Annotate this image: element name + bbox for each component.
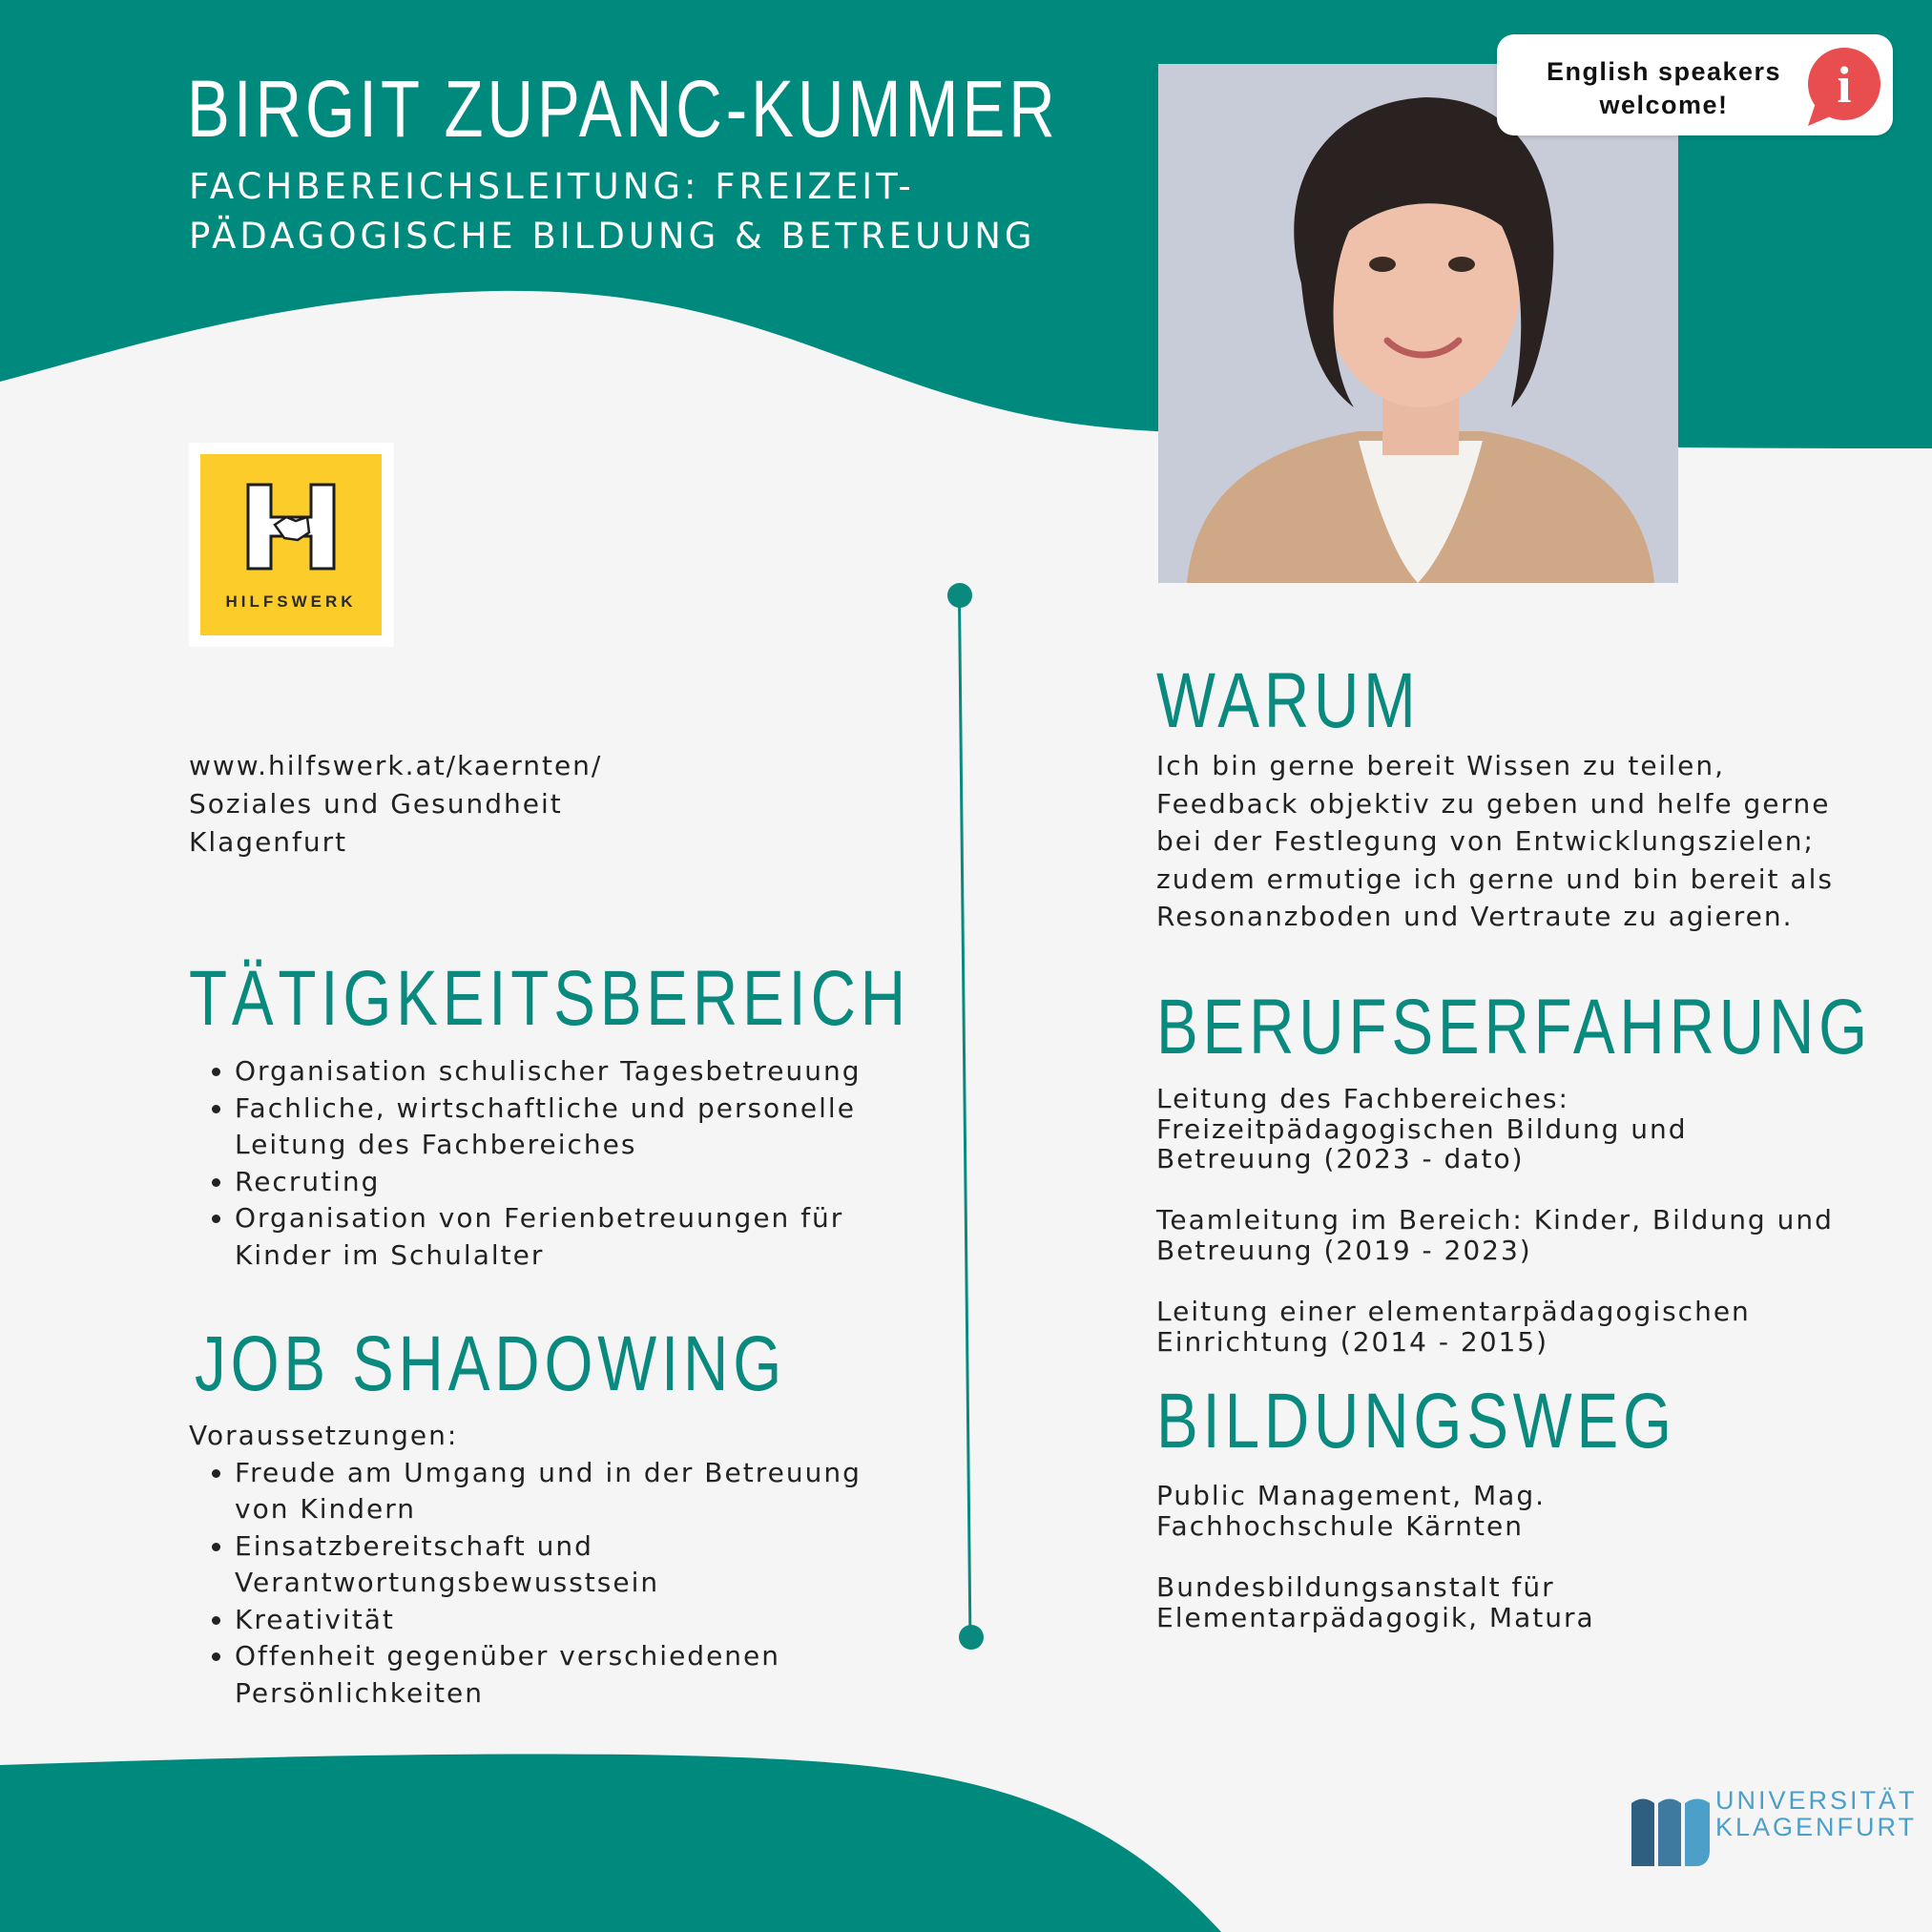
taetigkeit-section	[189, 1053, 914, 1274]
beruf-entry-2	[1156, 1205, 1834, 1265]
city-text: Klagenfurt	[189, 826, 348, 858]
person-name: BIRGIT ZUPANC-KUMMER	[187, 64, 1059, 154]
beruf-line: Betreuung (2019 - 2023)	[1156, 1234, 1532, 1266]
timeline-dot-top	[947, 583, 972, 608]
badge-line-2: welcome!	[1599, 91, 1729, 119]
beruf-line: Leitung des Fachbereiches:	[1156, 1083, 1569, 1114]
info-icon	[1802, 44, 1884, 130]
job-title-line-1: FACHBEREICHSLEITUNG: FREIZEIT-	[189, 166, 915, 207]
footer-wave	[0, 1754, 1221, 1932]
bildung-line: Bundesbildungsanstalt für	[1156, 1571, 1555, 1603]
beruf-line: Freizeitpädagogischen Bildung und	[1156, 1112, 1688, 1145]
list-item: • Organisation schulischer Tagesbetreuung	[235, 1053, 914, 1091]
warum-line: Resonanzboden und Vertraute zu agieren.	[1156, 901, 1794, 932]
bildung-line: Public Management, Mag.	[1156, 1480, 1547, 1511]
timeline-dot-bottom	[959, 1625, 984, 1650]
warum-line: bei der Festlegung von Entwicklungszielen;	[1156, 825, 1815, 857]
list-item: • Organisation von Ferienbetreuungen für Kinder im Schulalter	[235, 1200, 914, 1274]
badge-text	[1526, 55, 1802, 122]
logo-text: HILFSWERK	[225, 592, 357, 611]
warum-line: zudem ermutige ich gerne und bin bereit als	[1156, 862, 1834, 895]
contact-block	[189, 747, 602, 862]
job-title-line-2: PÄDAGOGISCHE BILDUNG & BETREUUNG	[189, 216, 1036, 257]
sector-text: Soziales und Gesundheit	[189, 788, 563, 820]
badge-line-1: English speakers	[1546, 57, 1782, 86]
beruf-entry-3	[1156, 1297, 1751, 1357]
university-logo-icon	[1630, 1794, 1712, 1868]
list-item: • Freude am Umgang und in der Betreuung von Kindern	[235, 1455, 914, 1528]
list-item: • Kreativität	[235, 1602, 914, 1639]
list-item: • Recruting	[235, 1164, 914, 1201]
beruf-entry-1	[1156, 1084, 1688, 1174]
warum-line: Feedback objektiv zu geben und helfe gerne	[1156, 787, 1831, 820]
warum-text	[1156, 747, 1834, 936]
hilfswerk-logo	[200, 454, 382, 635]
job-title	[189, 162, 1036, 261]
warum-heading: WARUM	[1156, 657, 1421, 744]
list-item: • Offenheit gegenüber verschiedenen Persönlichkeiten	[235, 1638, 914, 1712]
taetigkeit-list	[189, 1053, 914, 1274]
bildung-entry-2	[1156, 1572, 1595, 1632]
bildung-line: Elementarpädagogik, Matura	[1156, 1601, 1595, 1633]
bildung-line: Fachhochschule Kärnten	[1156, 1509, 1524, 1542]
beruf-line: Teamleitung im Bereich: Kinder, Bildung und	[1156, 1204, 1834, 1236]
list-item: • Einsatzbereitschaft und Verantwortungsbewusstsein	[235, 1528, 914, 1602]
bildung-entry-1	[1156, 1481, 1546, 1541]
job-shadowing-section	[189, 1418, 914, 1712]
handshake-h-icon	[246, 483, 336, 571]
job-shadowing-heading: JOB SHADOWING	[195, 1320, 787, 1407]
university-name	[1715, 1787, 1918, 1840]
beruf-line: Einrichtung (2014 - 2015)	[1156, 1325, 1549, 1358]
requirements-list	[189, 1455, 914, 1713]
info-glyph: i	[1837, 56, 1852, 114]
beruf-line: Betreuung (2023 - dato)	[1156, 1143, 1525, 1174]
portrait-photo	[1158, 64, 1678, 583]
website-link[interactable]: www.hilfswerk.at/kaernten/	[189, 750, 603, 781]
warum-line: Ich bin gerne bereit Wissen zu teilen,	[1156, 750, 1726, 781]
university-line-2: KLAGENFURT	[1715, 1813, 1918, 1841]
requirements-intro: Voraussetzungen:	[189, 1420, 459, 1451]
list-item: • Fachliche, wirtschaftliche und personelle Leitung des Fachbereiches	[235, 1091, 914, 1164]
beruf-line: Leitung einer elementarpädagogischen	[1156, 1296, 1751, 1327]
beruf-heading: BERUFSERFAHRUNG	[1156, 984, 1872, 1070]
english-speakers-badge	[1497, 34, 1893, 135]
taetigkeit-heading: TÄTIGKEITSBEREICH	[189, 955, 910, 1042]
bildung-heading: BILDUNGSWEG	[1156, 1378, 1676, 1465]
university-line-1: UNIVERSITÄT	[1715, 1786, 1918, 1815]
